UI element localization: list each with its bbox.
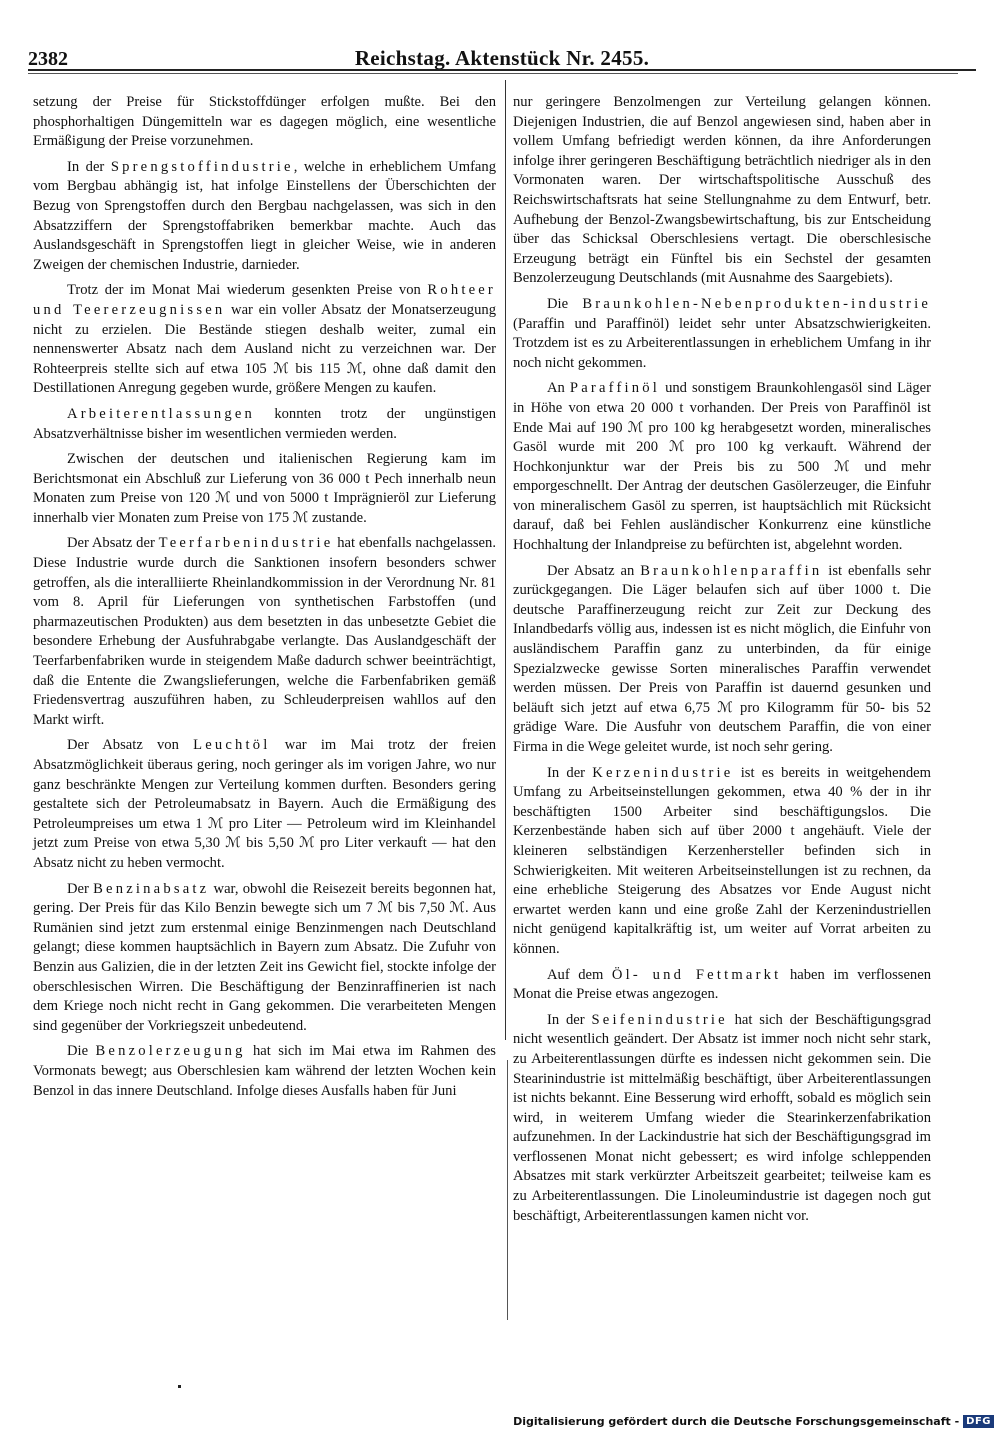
emphasized-term: Rohteer und Teererzeugnissen	[33, 282, 496, 318]
emphasized-term: Benzolerzeugung	[95, 1043, 246, 1060]
column-divider-lower	[507, 1060, 508, 1320]
paragraph-lead: In der	[67, 158, 111, 175]
paragraph-text: ist ebenfalls sehr zurückgegangen. Die Läger belaufen sich auf über 1000 t. Die deutsche Paraffinerzeugung reicht zur Zeit zur Deckung des Inlandbedarfs völlig aus, indessen ist es nicht möglich, die Einfuhr von ausländischem Paraffin ganz zu unterbinden, da für einige Spezialzwecke gewisse Sorten mineralisches Paraffin verwendet werden müssen. Der Preis von Paraffin ist dauernd gesunken und beläuft sich jetzt auf etwa 6,75 ℳ pro Kilogramm für 50- bis 52 grädige Ware. Die Ausfuhr von deutschem Paraffin, die von einer Firma in die Wege geleitet wurde, ist noch sehr gering.	[513, 562, 931, 755]
paragraph	[513, 93, 931, 289]
emphasized-term: Seifenindustrie	[591, 1011, 728, 1028]
paragraph-text: ist es bereits in weitgehendem Umfang zu Arbeitseinstellungen gekommen, etwa 40 % der in ihr beschäftigten 1500 Arbeiter sind beschäftigungslos. Die Kerzenbestände haben sich auf über 2000 t angehäuft. Viele der kleineren selbständigen Kerzenhersteller befinden sich in Schwierigkeiten. Mit weiteren Arbeitseinstellungen ist zu rechnen, da eine erhebliche Steigerung des Absatzes vor Ende August nicht erwartet werden kann und eine große Zahl der Kerzenindustriellen nicht genügend kapitalkräftig ist, um weiter auf Vorrat arbeiten zu können.	[513, 764, 931, 957]
emphasized-term: Braunkohlenparaffin	[640, 562, 823, 579]
paragraph-lead: In der	[547, 764, 593, 781]
paragraph-text: setzung der Preise für Stickstoffdünger erfolgen mußte. Bei den phosphorhaltigen Düngemitteln war es dagegen möglich, eine wesentliche Ermäßigung der Preise vorzunehmen.	[33, 94, 496, 150]
running-title: Reichstag. Aktenstück Nr. 2455.	[354, 46, 650, 70]
paragraph-text: hat ebenfalls nachgelassen. Diese Industrie wurde durch die Sanktionen insofern besonders schwer getroffen, als die interalliierte Rheinlandkommission in der Verordnung Nr. 81 vom 8. April für Lieferungen von synthetischen Farbstoffen (und pharmazeutischen Produkten) aus dem besetzten in das unbesetzte Gebiet die besondere Erhebung der Ausfuhrabgabe verlangte. Das Auslandgeschäft der Teerfarbenfabriken wurde in steigendem Maße dadurch schwer beeinträchtigt, daß die Entente die Zwangslieferungen, welche die Farbenfabriken gemäß Friedensvertrag auszuführen haben, zu Schleuderpreisen wahllos auf den Markt wirft.	[33, 535, 496, 728]
paragraph	[33, 405, 496, 444]
dfg-logo-icon: DFG	[963, 1415, 994, 1428]
page-header	[28, 46, 976, 76]
paragraph-lead: Die	[547, 295, 583, 312]
paragraph-lead: Die	[67, 1043, 96, 1060]
paragraph	[33, 1042, 496, 1101]
column-divider	[505, 80, 506, 1040]
paragraph-text: nur geringere Benzolmengen zur Verteilung gelangen können. Diejenigen Industrien, die auf Benzol angewiesen sind, haben aber in vollem Umfang befriedigt werden können, da ihre Anforderungen infolge ihrer geringeren Beschäftigung beträchtlich niedriger als in den Vormonaten waren. Der wirtschaftspolitische Ausschuß des Reichswirtschaftsrats hat seine Stellungnahme zu dem Entwurf, betr. Aufhebung der Benzol-Zwangsbewirtschaftung, bis zur Entscheidung über das Schicksal Oberschlesiens vertagt. Die oberschlesische Erzeugung beträgt ein Fünftel bis ein Sechstel der gesamten Benzolerzeugung Deutschlands (mit Ausnahme des Saargebiets).	[513, 94, 931, 287]
scan-speck	[178, 1385, 181, 1388]
emphasized-term: Arbeiterentlassungen	[67, 405, 256, 422]
paragraph	[33, 158, 496, 276]
paragraph	[33, 450, 496, 528]
paragraph-text: (Paraffin und Paraffinöl) leidet sehr unter Absatzschwierigkeiten. Trotzdem ist es zu Arbeiterentlassungen in erheblichem Umfang in ihr noch nicht gekommen.	[513, 315, 931, 371]
paragraph-text: hat sich im Mai etwa im Rahmen des Vormonats bewegt; aus Oberschlesien kam während der letzten Wochen kein Benzol in das innere Deutschland. Infolge dieses Ausfalls haben für Juni	[33, 1043, 496, 1099]
paragraph	[513, 1011, 931, 1227]
emphasized-term: Leuchtöl	[193, 737, 271, 754]
paragraph-lead: Der Absatz der	[67, 535, 159, 552]
paragraph	[513, 764, 931, 960]
header-rule	[28, 69, 976, 71]
paragraph	[513, 379, 931, 555]
paragraph-text: war, obwohl die Reisezeit bereits begonnen hat, gering. Der Preis für das Kilo Benzin bewegte sich um 7 ℳ bis 7,50 ℳ. Aus Rumänien sind jetzt zum erstenmal einige Benzinmengen nach Deutschland gelangt; diese kommen hauptsächlich in Bayern zum Absatz. Die Zufuhr von Benzin aus Galizien, die in der letzten Zeit ins Gewicht fiel, stockte infolge der oberschlesischen Wirren. Die Beschäftigung der Benzinraffinerien ist nach dem Kriege noch nicht recht in Gang gekommen. Die verarbeiteten Mengen sind gegenüber der Vorkriegszeit unbedeutend.	[33, 880, 496, 1034]
emphasized-term: Sprengstoffindustrie	[110, 158, 294, 175]
paragraph	[33, 534, 496, 730]
header-rule-thin	[28, 73, 958, 74]
emphasized-term: Paraffinöl	[569, 380, 661, 397]
paragraph-lead: In der	[547, 1011, 592, 1028]
paragraph-text: haben im verflossenen Monat die Preise etwas angezogen.	[513, 966, 931, 1003]
footer-credit	[513, 1415, 994, 1428]
paragraph	[33, 281, 496, 399]
emphasized-term: Kerzenindustrie	[592, 764, 734, 781]
paragraph	[33, 880, 496, 1037]
paragraph-lead: Auf dem	[547, 966, 612, 983]
paragraph-text: und sonstigem Braunkohlengasöl sind Läger in Höhe von etwa 20 000 t vorhanden. Der Preis von Paraffinöl ist Ende Mai auf 190 ℳ pro 100 kg herabgesetzt worden, mineralisches Gasöl wurde mit 200 ℳ pro 100 kg verkauft. Während der Hochkonjunktur war der Preis bis zu 500 ℳ und mehr emporgeschnellt. Der Antrag der deutschen Gasölerzeuger, die Einfuhr von mineralischem Gasöl zu sperren, ist hauptsächlich mit Rücksicht darauf, daß bei Fehlen ausländischer Konkurrenz eine künstliche Hochhaltung der Inlandpreise zu befürchten ist, abgelehnt worden.	[513, 380, 931, 554]
emphasized-term: Benzinabsatz	[93, 880, 210, 897]
left-column	[33, 93, 496, 1107]
page-number: 2382	[28, 48, 68, 70]
paragraph-text: war im Mai trotz der freien Absatzmöglichkeit überaus gering, noch geringer als im vorigen Jahre, wo nur ganz beschränkte Mengen zur Verteilung kommen durften. Besonders gering gestaltete sich der Petroleumabsatz in Bayern. Auch die Ermäßigung des Petroleumpreises um etwa 1 ℳ pro Liter — Petroleum wird im Kleinhandel jetzt zum Preise von etwa 5,30 ℳ bis 5,50 ℳ pro Liter verkauft — hat den Absatz nicht zu heben vermocht.	[33, 737, 496, 871]
paragraph-text: hat sich der Beschäftigungsgrad nicht wesentlich geändert. Der Absatz ist immer noch nicht sehr stark, zu Arbeiterentlassungen dürfte es indessen nicht gekommen sein. Die Stearinindustrie ist mittelmäßig beschäftigt, über Arbeiterentlassungen ist nichts bekannt. Eine Besserung wird erhofft, sobald es möglich sein wird, in weiterem Umfang wieder die Stearinkerzenfabrikation aufzunehmen. In der Lackindustrie hat sich der Beschäftigungsgrad im verflossenen Monat nicht gebessert; es wird infolge schleppenden Absatzes mit stark verkürzter Arbeitszeit gearbeitet; teilweise kam es zu Arbeiterentlassungen. Die Linoleumindustrie ist dagegen noch gut beschäftigt, Arbeiterentlassungen kamen nicht vor.	[513, 1011, 931, 1224]
paragraph	[513, 562, 931, 758]
right-column	[513, 93, 931, 1232]
paragraph	[513, 295, 931, 373]
paragraph-text: Zwischen der deutschen und italienischen Regierung kam im Berichtsmonat ein Abschluß zur Lieferung von 36 000 t Pech innerhalb neun Monaten zum Preise von 120 ℳ und von 5000 t Imprägnieröl zur Lieferung innerhalb vier Monaten zum Preise von 175 ℳ zustande.	[33, 451, 496, 526]
emphasized-term: Braunkohlen-Nebenprodukten-industrie	[582, 295, 931, 312]
paragraph	[33, 736, 496, 873]
paragraph-lead: Trotz der im Monat Mai wiederum gesenkten Preise von	[67, 282, 428, 299]
paragraph-lead: Der Absatz von	[67, 737, 194, 754]
paragraph-lead: Der Absatz an	[547, 562, 641, 579]
paragraph-text: , welche in erheblichem Umfang vom Bergbau abhängig ist, hat infolge Einstellens der Überschichten der Bezug von Sprengstoffen durch den Bergbau nachgelassen, was sich in den Absatzziffern der Sprengstoffabriken bemerkbar machte. Auch das Auslandsgeschäft in Sprengstoffen liegt in gleicher Weise, wie in anderen Zweigen der chemischen Industrie, darnieder.	[33, 158, 497, 273]
paragraph-text: war ein voller Absatz der Monatserzeugung nicht zu erzielen. Die Bestände stiegen deshalb weiter, zumal ein nennenswerter Absatz nach dem Ausland nicht zu verzeichnen war. Der Rohteerpreis stellte sich auf etwa 105 ℳ bis 115 ℳ, ohne daß damit den Destillationen Anregung gegeben wurde, größere Mengen zu kaufen.	[33, 301, 496, 397]
paragraph	[513, 966, 931, 1005]
emphasized-term: Öl- und Fettmarkt	[611, 966, 782, 983]
paragraph-lead: An	[547, 380, 570, 397]
paragraph-text: konnten trotz der ungünstigen Absatzverhältnisse bisher im wesentlichen vermieden werden.	[33, 405, 496, 442]
emphasized-term: Teerfarbenindustrie	[158, 535, 334, 552]
paragraph-lead: Der	[67, 880, 94, 897]
paragraph	[33, 93, 496, 152]
digitization-credit: Digitalisierung gefördert durch die Deutsche Forschungsgemeinschaft -	[513, 1415, 960, 1428]
